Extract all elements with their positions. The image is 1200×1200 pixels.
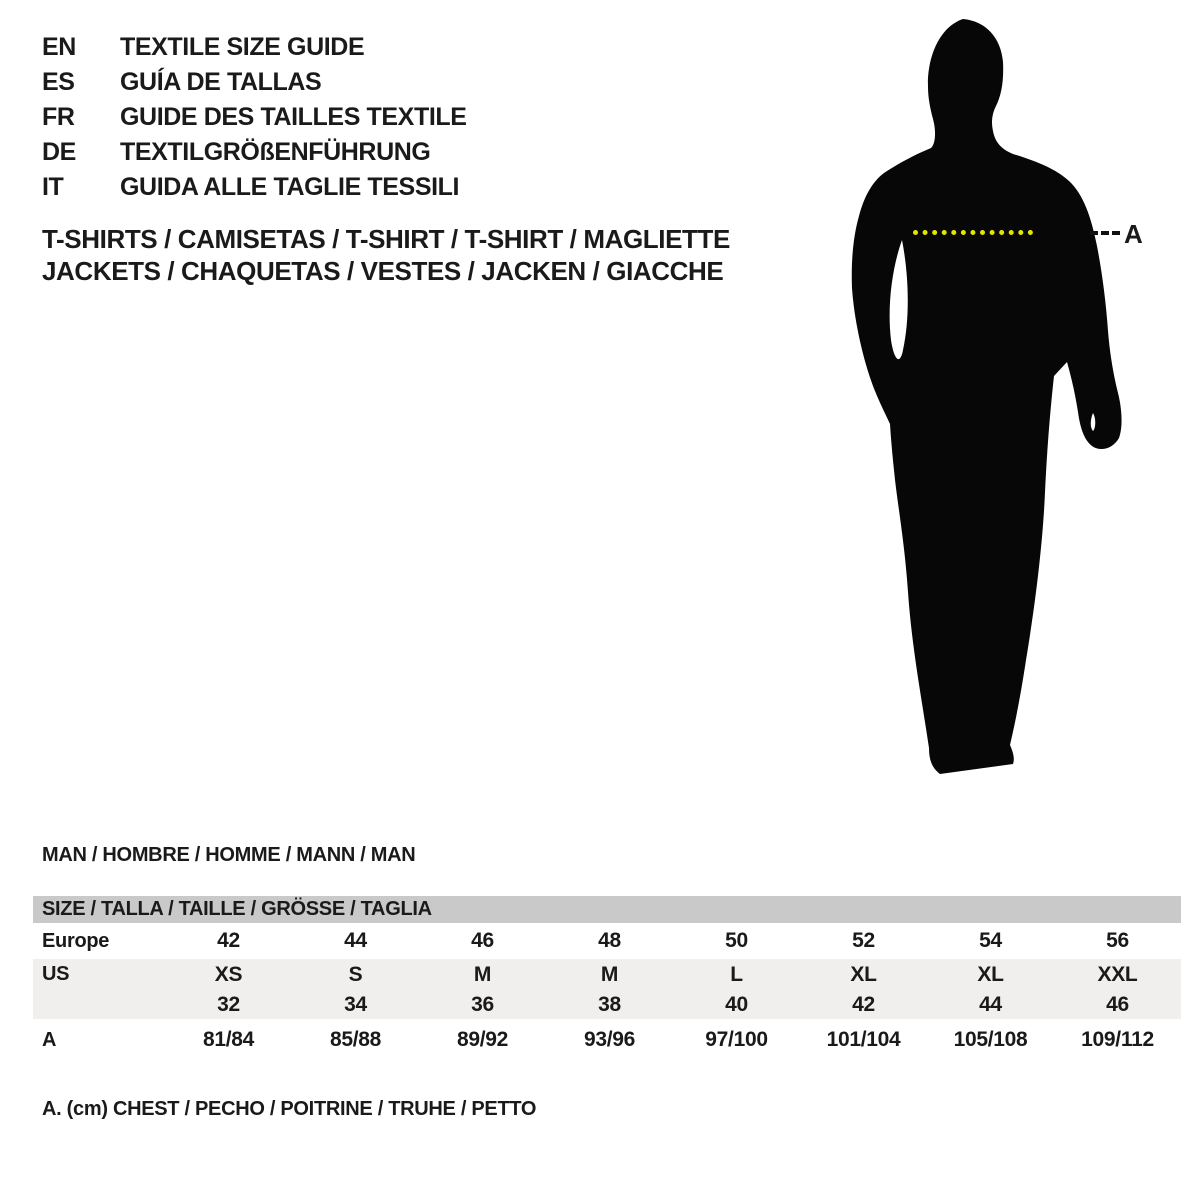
size-cell: 48 [598, 929, 621, 952]
size-cell: 34 [344, 992, 367, 1016]
measurement-footnote: A. (cm) CHEST / PECHO / POITRINE / TRUHE / PETTO [42, 1098, 537, 1120]
language-row-fr [42, 100, 467, 135]
size-cell: S [348, 962, 363, 986]
language-title: GUIDE DES TAILLES TEXTILE [120, 103, 467, 131]
table-row-europe [33, 923, 1181, 959]
category-line-tshirts: T-SHIRTS / CAMISETAS / T-SHIRT / T-SHIRT / MAGLIETTE [42, 224, 730, 254]
size-cell: 105/108 [953, 1028, 1028, 1051]
size-cell: M [473, 962, 492, 986]
language-row-es [42, 65, 467, 100]
size-cell: 50 [725, 929, 748, 952]
size-table [33, 896, 1181, 1061]
size-cell: 56 [1106, 929, 1129, 952]
size-cell: L [730, 962, 743, 986]
size-cell: XXL [1097, 962, 1138, 986]
language-row-en [42, 30, 467, 65]
size-cell: 44 [979, 992, 1002, 1016]
size-cell: XL [850, 962, 877, 986]
size-cell: XL [977, 962, 1004, 986]
row-label: A [42, 1028, 57, 1051]
size-cell: 85/88 [329, 1028, 382, 1051]
size-cell: 32 [217, 992, 240, 1016]
row-label: Europe [42, 929, 110, 952]
row-label: US [42, 963, 70, 985]
man-silhouette-svg [840, 10, 1140, 785]
size-cell: 89/92 [456, 1028, 509, 1051]
language-code: ES [42, 68, 75, 96]
language-title: TEXTILGRÖßENFÜHRUNG [120, 138, 431, 166]
size-cell: 101/104 [826, 1028, 901, 1051]
size-table-header: SIZE / TALLA / TAILLE / GRÖSSE / TAGLIA [33, 896, 1181, 923]
language-title: TEXTILE SIZE GUIDE [120, 33, 365, 61]
section-title-man: MAN / HOMBRE / HOMME / MANN / MAN [42, 844, 416, 866]
man-silhouette-figure [840, 10, 1140, 785]
size-cell: 46 [1106, 992, 1129, 1016]
size-cell: 54 [979, 929, 1002, 952]
garment-categories [42, 223, 730, 287]
language-title: GUIDA ALLE TAGLIE TESSILI [120, 173, 460, 201]
language-legend [42, 30, 467, 205]
size-cell: 109/112 [1081, 1028, 1154, 1051]
size-cell: 81/84 [202, 1028, 255, 1051]
category-line-jackets: JACKETS / CHAQUETAS / VESTES / JACKEN / GIACCHE [42, 256, 724, 286]
size-cell: XS [214, 962, 243, 986]
size-cell: 44 [344, 929, 367, 952]
size-cell: M [600, 962, 619, 986]
size-cell: 42 [852, 992, 875, 1016]
size-cell: 40 [725, 992, 748, 1016]
chest-measure-line [913, 230, 1033, 235]
language-row-it [42, 170, 467, 205]
language-code: DE [42, 138, 76, 166]
size-cell: 42 [217, 929, 240, 952]
size-cell: 52 [852, 929, 875, 952]
language-code: FR [42, 103, 75, 131]
size-cell: 46 [471, 929, 494, 952]
language-title: GUÍA DE TALLAS [120, 68, 322, 96]
measure-label-a: A [1124, 219, 1143, 249]
table-row-us [33, 959, 1181, 990]
language-row-de [42, 135, 467, 170]
size-cell: 93/96 [583, 1028, 636, 1051]
table-row-us-numeric [33, 990, 1181, 1019]
size-cell: 36 [471, 992, 494, 1016]
table-row-chest-a [33, 1019, 1181, 1061]
language-code: IT [42, 173, 64, 201]
size-cell: 97/100 [705, 1028, 768, 1051]
language-code: EN [42, 33, 76, 61]
size-cell: 38 [598, 992, 621, 1016]
measure-pointer-dashes [1090, 231, 1120, 235]
